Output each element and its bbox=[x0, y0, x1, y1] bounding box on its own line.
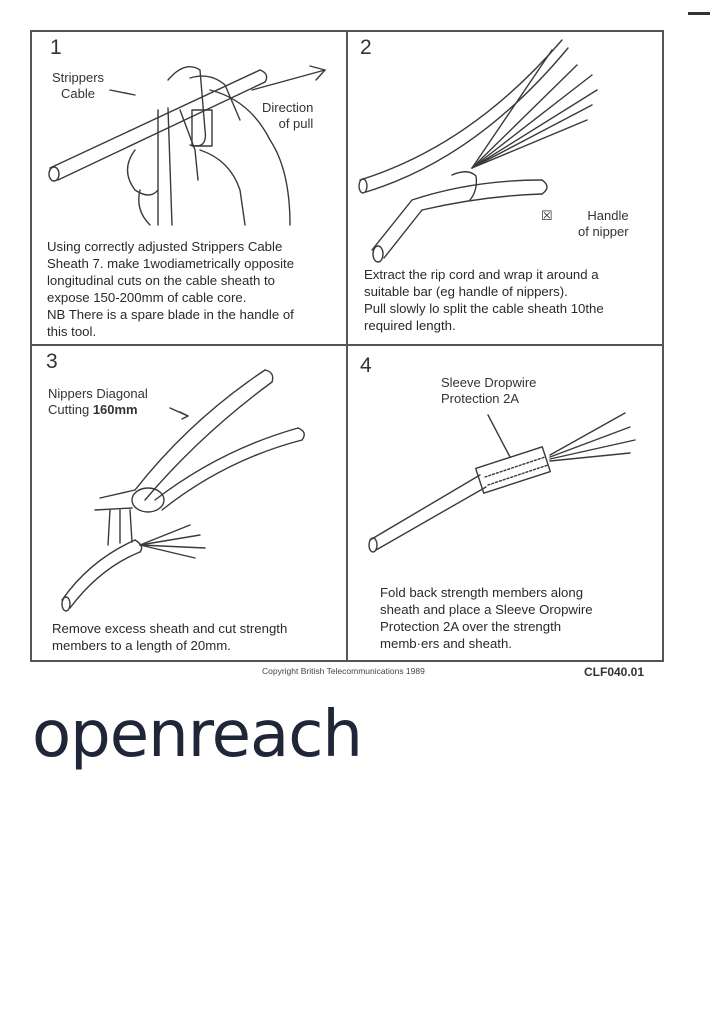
step-3-line: members to a length of 20mm. bbox=[52, 638, 231, 653]
document-reference: CLF040.01 bbox=[584, 665, 645, 679]
top-dash-mark bbox=[688, 12, 710, 15]
step-2-line: required length. bbox=[364, 318, 456, 333]
label-nippers-line-1: Nippers Diagonal bbox=[48, 386, 148, 401]
label-direction-of-pull: Direction of pull bbox=[262, 100, 314, 131]
illustration-diagonal-nippers bbox=[40, 360, 340, 620]
step-number-4: 4 bbox=[360, 354, 372, 377]
step-3-line: Remove excess sheath and cut strength bbox=[52, 621, 288, 636]
step-1-line: Using correctly adjusted Strippers Cable bbox=[47, 239, 283, 254]
step-1-line: longitudinal cuts on the cable sheath to bbox=[47, 273, 276, 288]
step-1-text bbox=[47, 238, 294, 340]
illustration-cable-strippers bbox=[40, 50, 340, 230]
step-1-line: this tool. bbox=[47, 324, 97, 339]
label-nippers-cutting: Cutting bbox=[48, 402, 93, 417]
label-strippers-cable: Strippers Cable bbox=[52, 70, 105, 101]
step-1-line: Sheath 7. make 1wodiametrically opposite bbox=[47, 256, 295, 271]
step-number-2: 2 bbox=[360, 36, 372, 59]
copyright-notice: Copyright British Telecommunications 1989 bbox=[262, 666, 425, 676]
label-sleeve-dropwire: Sleeve Dropwire Protection 2A bbox=[441, 375, 537, 406]
step-2-line: Extract the rip cord and wrap it around a bbox=[364, 267, 599, 282]
step-4-line: sheath and place a Sleeve Oropwire bbox=[380, 602, 593, 617]
step-4-line: Fold back strength members along bbox=[380, 585, 584, 600]
step-number-3: 3 bbox=[46, 350, 58, 373]
grid-divider-horizontal bbox=[30, 344, 664, 346]
step-1-line: expose 150-200mm of cable core. bbox=[47, 290, 247, 305]
step-4-line: memb·ers and sheath. bbox=[380, 636, 512, 651]
step-2-text bbox=[364, 266, 604, 334]
label-handle-of-nipper: Handle of nipper bbox=[578, 208, 629, 239]
step-1-line: NB There is a spare blade in the handle of bbox=[47, 307, 294, 322]
step-4-text bbox=[380, 584, 593, 652]
step-number-1: 1 bbox=[50, 36, 62, 59]
step-4-line: Protection 2A over the strength bbox=[380, 619, 562, 634]
illustration-sleeve-protection bbox=[360, 405, 650, 555]
handle-marker-glyph: ☒ bbox=[541, 208, 553, 223]
step-3-text bbox=[52, 620, 287, 654]
openreach-logo: openreach bbox=[32, 698, 362, 772]
step-2-line: Pull slowly lo split the cable sheath 10the bbox=[364, 301, 604, 316]
label-nippers-size: 160mm bbox=[92, 402, 138, 417]
step-2-line: suitable bar (eg handle of nippers). bbox=[364, 284, 568, 299]
grid-divider-vertical bbox=[346, 30, 348, 662]
